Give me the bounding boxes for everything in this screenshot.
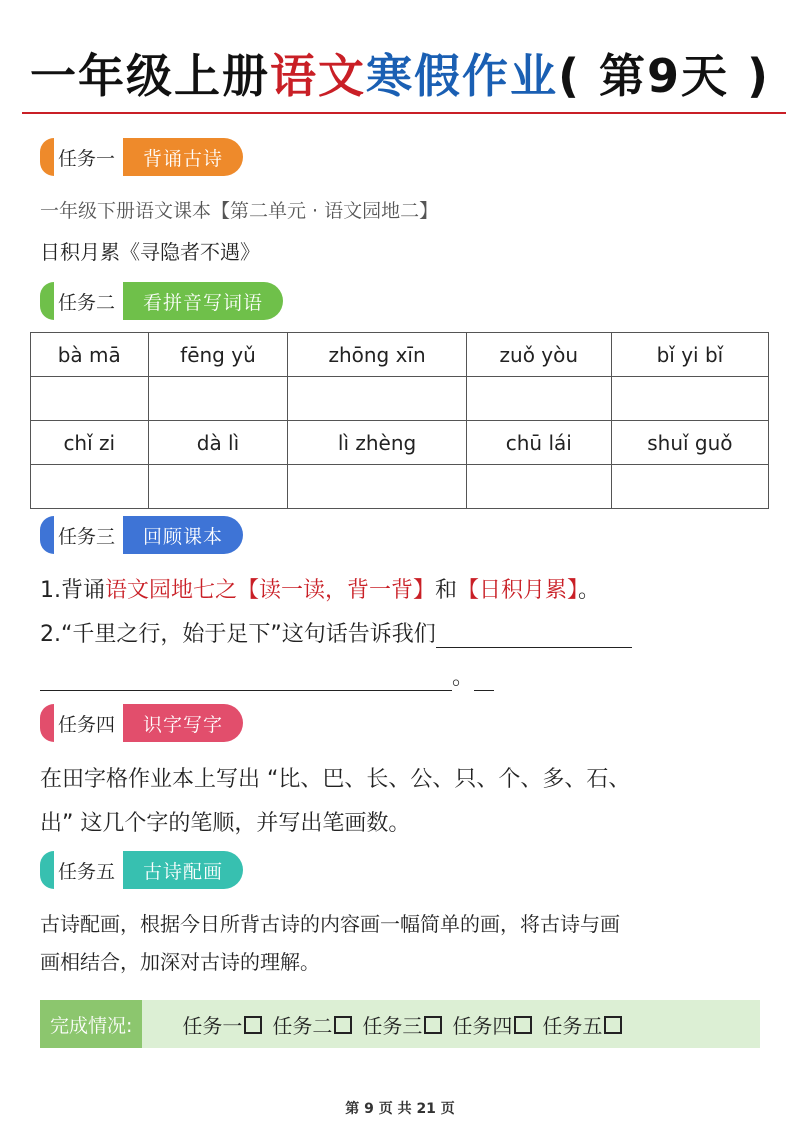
page-title xyxy=(0,40,800,106)
task3-line3 xyxy=(40,660,494,691)
answer-cell[interactable] xyxy=(148,377,288,421)
title-divider xyxy=(22,112,786,114)
task3-l2-text: 2.“千里之行，始于足下”这句话告诉我们 xyxy=(40,622,436,647)
completion-item[interactable] xyxy=(362,1010,442,1039)
pinyin-cell: fēng yǔ xyxy=(148,333,288,377)
task3-line1 xyxy=(40,573,600,604)
title-part-grade: 一年级上册 xyxy=(29,49,270,103)
answer-cell[interactable] xyxy=(466,377,611,421)
task3-line2 xyxy=(40,617,632,648)
task3-header xyxy=(40,515,243,555)
answer-cell[interactable] xyxy=(288,377,466,421)
task1-tag: 背诵古诗 xyxy=(123,138,243,176)
title-part-day: ( 第9天 ) xyxy=(557,49,771,103)
task4-line1: 在田字格作业本上写出 “比、巴、长、公、只、个、多、石、 xyxy=(40,767,631,792)
pinyin-cell: zuǒ yòu xyxy=(466,333,611,377)
checkbox[interactable] xyxy=(424,1016,442,1034)
task4-cap: 任务四 xyxy=(40,704,123,742)
completion-item-label: 任务四 xyxy=(452,1013,513,1038)
pinyin-cell: chǐ zi xyxy=(31,421,149,465)
task5-line2: 画相结合，加深对古诗的理解。 xyxy=(40,950,320,974)
pinyin-cell: shuǐ guǒ xyxy=(611,421,768,465)
answer-cell[interactable] xyxy=(148,465,288,509)
task3-l1-b: 语文园地七之【读一读，背一背】 xyxy=(105,578,436,603)
completion-item-label: 任务二 xyxy=(272,1013,333,1038)
pinyin-cell: bǐ yi bǐ xyxy=(611,333,768,377)
answer-cell[interactable] xyxy=(466,465,611,509)
answer-blank[interactable] xyxy=(436,621,632,648)
task4-tag: 识字写字 xyxy=(123,704,243,742)
task4-line2: 出” 这几个字的笔顺，并写出笔画数。 xyxy=(40,811,411,836)
task3-tag: 回顾课本 xyxy=(123,516,243,554)
task5-tag: 古诗配画 xyxy=(123,851,243,889)
task1-line2: 日积月累《寻隐者不遇》 xyxy=(40,240,260,264)
task3-l1-e: 。 xyxy=(578,578,601,603)
task5-line1: 古诗配画，根据今日所背古诗的内容画一幅简单的画，将古诗与画 xyxy=(40,912,620,936)
table-row xyxy=(31,377,769,421)
pinyin-cell: chū lái xyxy=(466,421,611,465)
completion-items xyxy=(182,1010,622,1039)
answer-cell[interactable] xyxy=(31,377,149,421)
answer-cell[interactable] xyxy=(288,465,466,509)
table-row xyxy=(31,421,769,465)
completion-item[interactable] xyxy=(182,1010,262,1039)
pinyin-cell: bà mā xyxy=(31,333,149,377)
task1-cap: 任务一 xyxy=(40,138,123,176)
task2-tag: 看拼音写词语 xyxy=(123,282,283,320)
pinyin-cell: dà lì xyxy=(148,421,288,465)
task3-l1-d: 【日积月累】 xyxy=(457,578,579,603)
completion-item[interactable] xyxy=(272,1010,352,1039)
completion-item-label: 任务三 xyxy=(362,1013,423,1038)
checkbox[interactable] xyxy=(244,1016,262,1034)
checkbox[interactable] xyxy=(604,1016,622,1034)
pinyin-cell: lì zhèng xyxy=(288,421,466,465)
completion-item-label: 任务五 xyxy=(542,1013,603,1038)
answer-blank-tail xyxy=(474,666,494,691)
task1-line1: 一年级下册语文课本【第二单元 · 语文园地二】 xyxy=(40,200,439,222)
answer-cell[interactable] xyxy=(611,465,768,509)
title-part-subject: 语文 xyxy=(269,49,366,103)
completion-label: 完成情况: xyxy=(40,1000,142,1048)
completion-item[interactable] xyxy=(542,1010,622,1039)
task1-header xyxy=(40,137,243,177)
table-row xyxy=(31,333,769,377)
title-part-homework: 寒假作业 xyxy=(365,49,558,103)
task5-cap: 任务五 xyxy=(40,851,123,889)
task4-header xyxy=(40,703,243,743)
answer-blank[interactable] xyxy=(40,666,452,691)
completion-bar xyxy=(40,1000,760,1048)
completion-item[interactable] xyxy=(452,1010,532,1039)
pinyin-cell: zhōng xīn xyxy=(288,333,466,377)
task3-l1-a: 1.背诵 xyxy=(40,578,105,603)
task2-header xyxy=(40,281,283,321)
checkbox[interactable] xyxy=(514,1016,532,1034)
task2-cap: 任务二 xyxy=(40,282,123,320)
completion-item-label: 任务一 xyxy=(182,1013,243,1038)
checkbox[interactable] xyxy=(334,1016,352,1034)
answer-cell[interactable] xyxy=(31,465,149,509)
page-number: 第 9 页 共 21 页 xyxy=(345,1101,455,1117)
task5-header xyxy=(40,850,243,890)
pinyin-table xyxy=(30,332,769,509)
task3-l1-c: 和 xyxy=(435,578,458,603)
task3-l3-end: 。 xyxy=(452,665,475,690)
task3-cap: 任务三 xyxy=(40,516,123,554)
answer-cell[interactable] xyxy=(611,377,768,421)
table-row xyxy=(31,465,769,509)
